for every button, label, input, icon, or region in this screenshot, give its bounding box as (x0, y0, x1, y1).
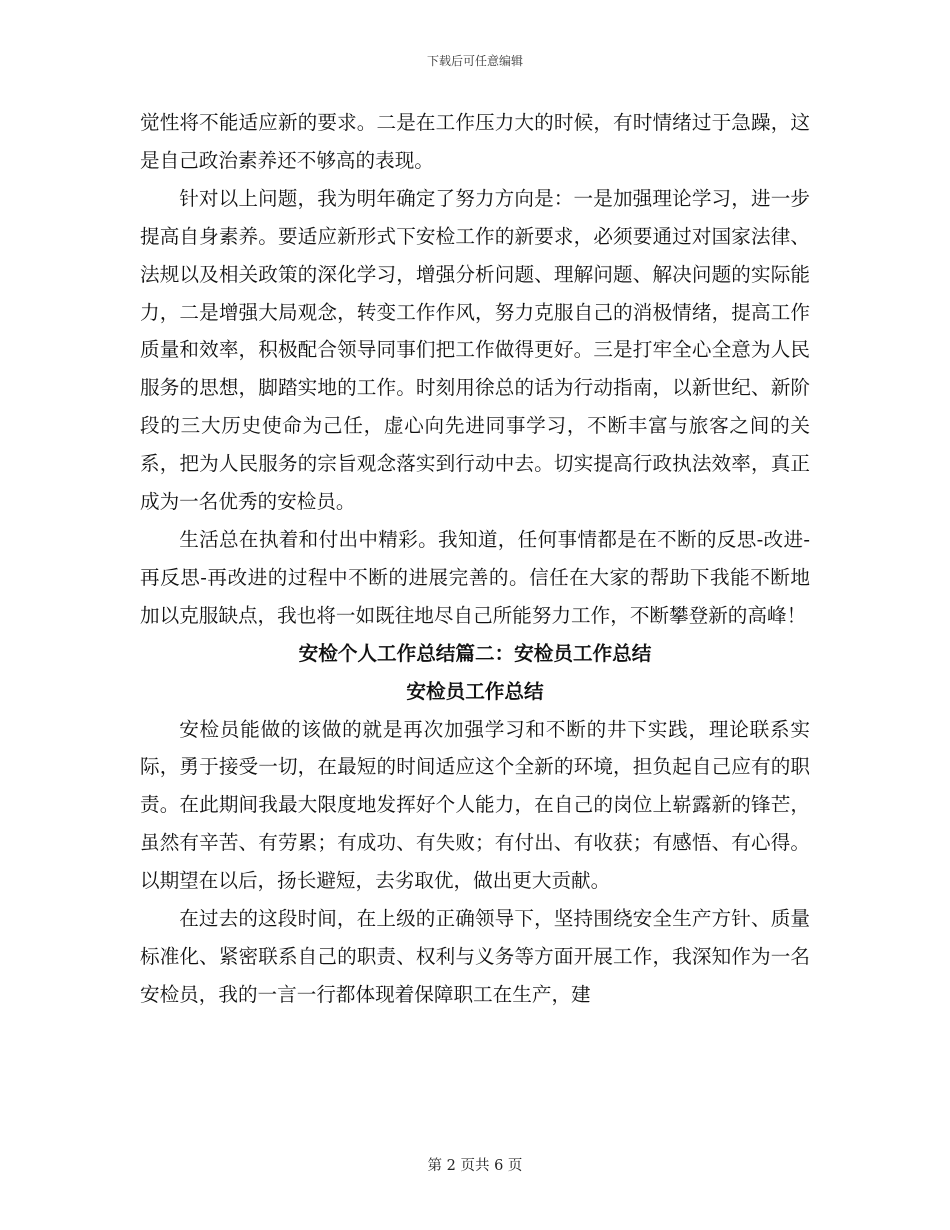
paragraph-1: 觉性将不能适应新的要求。二是在工作压力大的时候，有时情绪过于急躁，这是自己政治素养还不够高的表现。 (140, 111, 810, 172)
document-body (140, 104, 810, 1014)
section-heading: 安检个人工作总结篇二：安检员工作总结 (298, 641, 652, 665)
paragraph-5: 在过去的这段时间，在上级的正确领导下，坚持围绕安全生产方针、质量标准化、紧密联系自己的职责、权利与义务等方面开展工作，我深知作为一名安检员，我的一言一行都体现着保障职工在生产，建 (140, 907, 810, 1006)
section-subheading: 安检员工作总结 (406, 679, 544, 703)
paragraph-4: 安检员能做的该做的就是再次加强学习和不断的井下实践，理论联系实际，勇于接受一切，在最短的时间适应这个全新的环境，担负起自己应有的职责。在此期间我最大限度地发挥好个人能力，在自己的岗位上崭露新的锋芒，虽然有辛苦、有劳累；有成功、有失败；有付出、有收获；有感悟、有心得。以期望在以后，扬长避短，去劣取优，做出更大贡献。 (140, 717, 810, 893)
paragraph-2: 针对以上问题，我为明年确定了努力方向是：一是加强理论学习，进一步提高自身素养。要适应新形式下安检工作的新要求，必须要通过对国家法律、法规以及相关政策的深化学习，增强分析问题、理解问题、解决问题的实际能力，二是增强大局观念，转变工作作风，努力克服自己的消极情绪，提高工作质量和效率，积极配合领导同事们把工作做得更好。三是打牢全心全意为人民服务的思想，脚踏实地的工作。时刻用徐总的话为行动指南，以新世纪、新阶段的三大历史使命为己任，虚心向先进同事学习，不断丰富与旅客之间的关系，把为人民服务的宗旨观念落实到行动中去。切实提高行政执法效率，真正成为一名优秀的安检员。 (140, 186, 810, 514)
paragraph-3: 生活总在执着和付出中精彩。我知道，任何事情都是在不断的反思-改进-再反思-再改进的过程中不断的进展完善的。信任在大家的帮助下我能不断地加以克服缺点，我也将一如既往地尽自己所能努力工作，不断攀登新的高峰！ (140, 527, 810, 627)
page-header: 下载后可任意编辑 (426, 54, 523, 68)
page-footer: 第 2 页共 6 页 (427, 1158, 523, 1174)
